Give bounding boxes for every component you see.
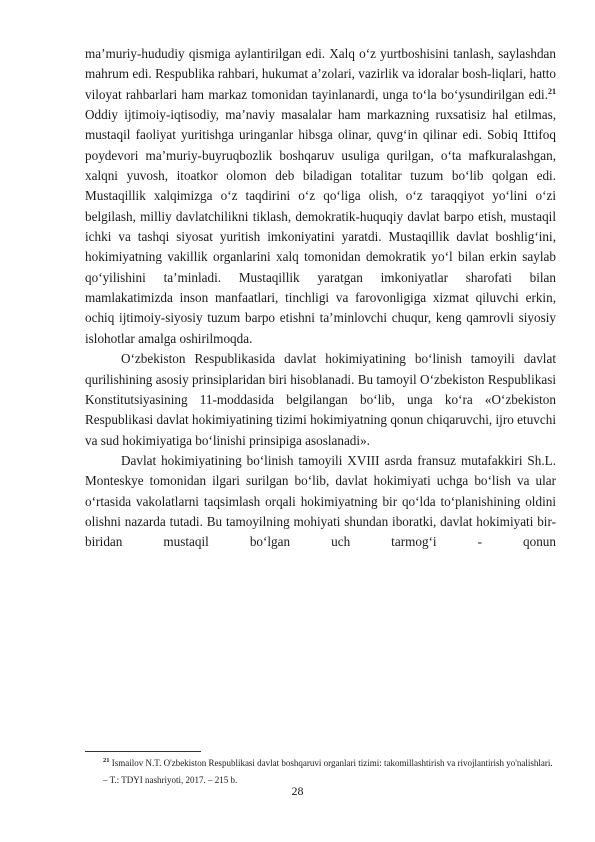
paragraph-2: O‘zbekiston Respublikasida davlat hokimiyatining bo‘linish tamoyili davlat qurilishining asosiy prinsiplaridan biri hisoblanadi. Bu tamoyil O‘zbekiston Respublikasi Konstitutsiyasining 11-moddasida belgilangan bo‘lib, unga ko‘ra «O‘zbekiston Respublikasi davlat hokimiyatining tizimi hokimiyatning qonun chiqaruvchi, ijro etuvchi va sud hokimiyatiga bo‘linishi prinsipiga asoslanadi».: [85, 351, 556, 448]
footnote-text: Ismailov N.T. O'zbekiston Respublikasi davlat boshqaruvi organlari tizimi: takomillashtirish va rivojlantirish yo'nalishlari. – T.: TDYI nashriyoti, 2017. – 215 b.: [103, 758, 553, 785]
page-body: [85, 44, 556, 553]
page-number: 28: [291, 784, 304, 798]
footnote-divider: [85, 751, 201, 752]
paragraph-1-text: ma’muriy-hududiy qismiga aylantirilgan edi. Xalq o‘z yurtboshisini tanlash, saylashdan mahrum edi. Respublika rahbari, hukumat a’zolari, vazirlik va idoralar bosh-liqlari, hatto viloyat rahbarlari ham markaz tomonidan tayinlanardi, unga to‘la bo‘ysundirilgan edi.: [85, 46, 556, 102]
footnote-reference[interactable]: 21: [548, 86, 556, 96]
paragraph-1-continuation: Oddiy ijtimoiy-iqtisodiy, ma’naviy masalalar ham markazning ruxsatisiz hal etilmas, mustaqil faoliyat yuritishga uringanlar hibsga olinar, quvg‘in qilinar edi. Sobiq Ittifoq poydevori ma’muriy-buyruqbozlik boshqaruv usuliga qurilgan, o‘ta mafkuralashgan, xalqni yuvosh, itoatkor olomon deb biladigan totalitar tuzum bo‘lib qolgan edi. Mustaqillik xalqimizga o‘z taqdirini o‘z qo‘liga olish, o‘z taraqqiyot yo‘lini o‘zi belgilash, milliy davlatchilikni tiklash, demokratik-huquqiy davlat barpo etish, mustaqil ichki va tashqi siyosat yuritish imkoniyatini yaratdi. Mustaqillik davlat boshlig‘ini, hokimiyatning vakillik organlarini xalq tomonidan demokratik yo‘l bilan erkin saylab qo‘yilishini ta’minladi. Mustaqillik yaratgan imkoniyatlar sharofati bilan mamlakatimizda inson manfaatlari, tinchligi va farovonligiga xizmat qiluvchi erkin, ochiq ijtimoiy-siyosiy tuzum barpo etishni ta’minlovchi chuqur, keng qamrovli siyosiy islohotlar amalga oshirilmoqda.: [85, 107, 556, 346]
paragraph-3: Davlat hokimiyatining bo‘linish tamoyili XVIII asrda fransuz mutafakkiri Sh.L. Monteskye tomonidan ilgari surilgan bo‘lib, davlat hokimiyati uchga bo‘lish va ular o‘rtasida vakolatlarni taqsimlash orqali hokimiyatning bir qo‘lda to‘planishining oldini olishni nazarda tutadi. Bu tamoyilning mohiyati shundan iboratki, davlat hokimiyati bir-biridan mustaqil bo‘lgan uch tarmog‘i - qonun: [85, 452, 556, 550]
paragraph-1: [85, 44, 556, 349]
footnote-number: 21: [103, 757, 110, 764]
